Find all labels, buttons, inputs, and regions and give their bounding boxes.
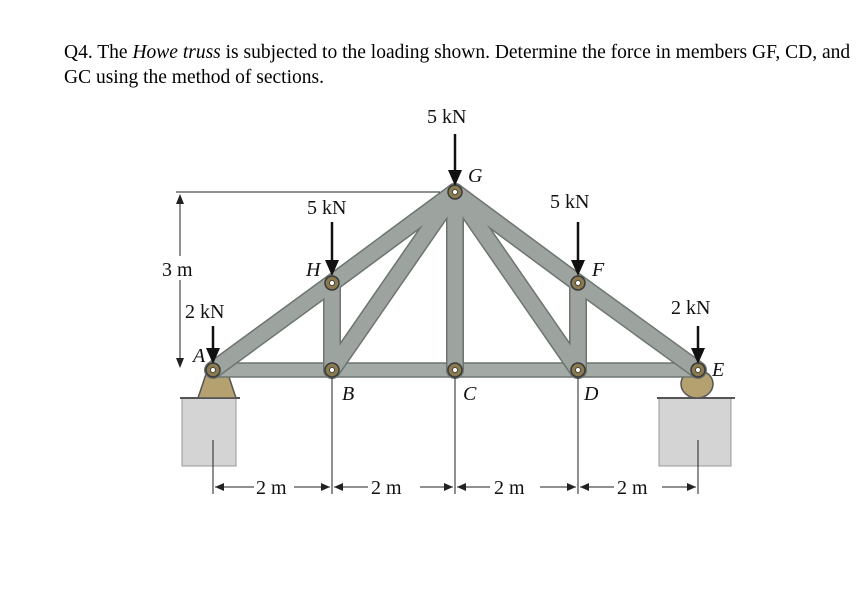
height-arrow-bottom xyxy=(176,358,184,368)
span-arrow-4-left xyxy=(580,483,589,491)
load-label-f: 5 kN xyxy=(550,191,590,213)
span-label-4: 2 m xyxy=(617,477,648,499)
height-label: 3 m xyxy=(162,259,193,281)
member-gd xyxy=(455,192,578,370)
joint-label-g: G xyxy=(468,165,483,187)
span-arrow-2-right xyxy=(444,483,453,491)
joint-label-e: E xyxy=(712,359,725,381)
pin-hole-g xyxy=(453,190,458,195)
truss-members xyxy=(213,192,698,370)
question-emphasis: Howe truss xyxy=(132,42,221,63)
span-arrow-4-right xyxy=(687,483,696,491)
joint-label-f: F xyxy=(592,259,605,281)
left-ground-block xyxy=(182,398,236,466)
span-arrow-2-left xyxy=(334,483,343,491)
pin-hole-e xyxy=(696,368,701,373)
joint-label-d: D xyxy=(584,383,599,405)
pin-hole-h xyxy=(330,281,335,286)
load-label-e: 2 kN xyxy=(671,297,711,319)
span-arrow-1-left xyxy=(215,483,224,491)
right-ground-block xyxy=(659,398,731,466)
joint-label-c: C xyxy=(463,383,477,405)
span-label-1: 2 m xyxy=(256,477,287,499)
question-number: Q4. xyxy=(64,42,93,63)
joint-label-h: H xyxy=(306,259,321,281)
span-label-2: 2 m xyxy=(371,477,402,499)
pin-hole-a xyxy=(211,368,216,373)
pin-hole-c xyxy=(453,368,458,373)
joint-label-b: B xyxy=(342,383,355,405)
load-label-h: 5 kN xyxy=(307,197,347,219)
span-arrow-3-left xyxy=(457,483,466,491)
span-label-3: 2 m xyxy=(494,477,525,499)
joint-label-a: A xyxy=(193,345,206,367)
pin-hole-b xyxy=(330,368,335,373)
height-arrow-top xyxy=(176,194,184,204)
load-arrow-g-head xyxy=(448,170,462,186)
pin-hole-f xyxy=(576,281,581,286)
member-ah xyxy=(213,283,332,370)
load-label-a: 2 kN xyxy=(185,301,225,323)
span-arrow-3-right xyxy=(567,483,576,491)
load-label-g: 5 kN xyxy=(427,106,467,128)
question-text-after: is subjected to the loading shown. Determine the force in members GF, CD, and GC using the method of sections. xyxy=(64,42,851,88)
question-text-before: The xyxy=(97,42,128,63)
span-arrow-1-right xyxy=(321,483,330,491)
pin-hole-d xyxy=(576,368,581,373)
member-bg xyxy=(332,192,455,370)
